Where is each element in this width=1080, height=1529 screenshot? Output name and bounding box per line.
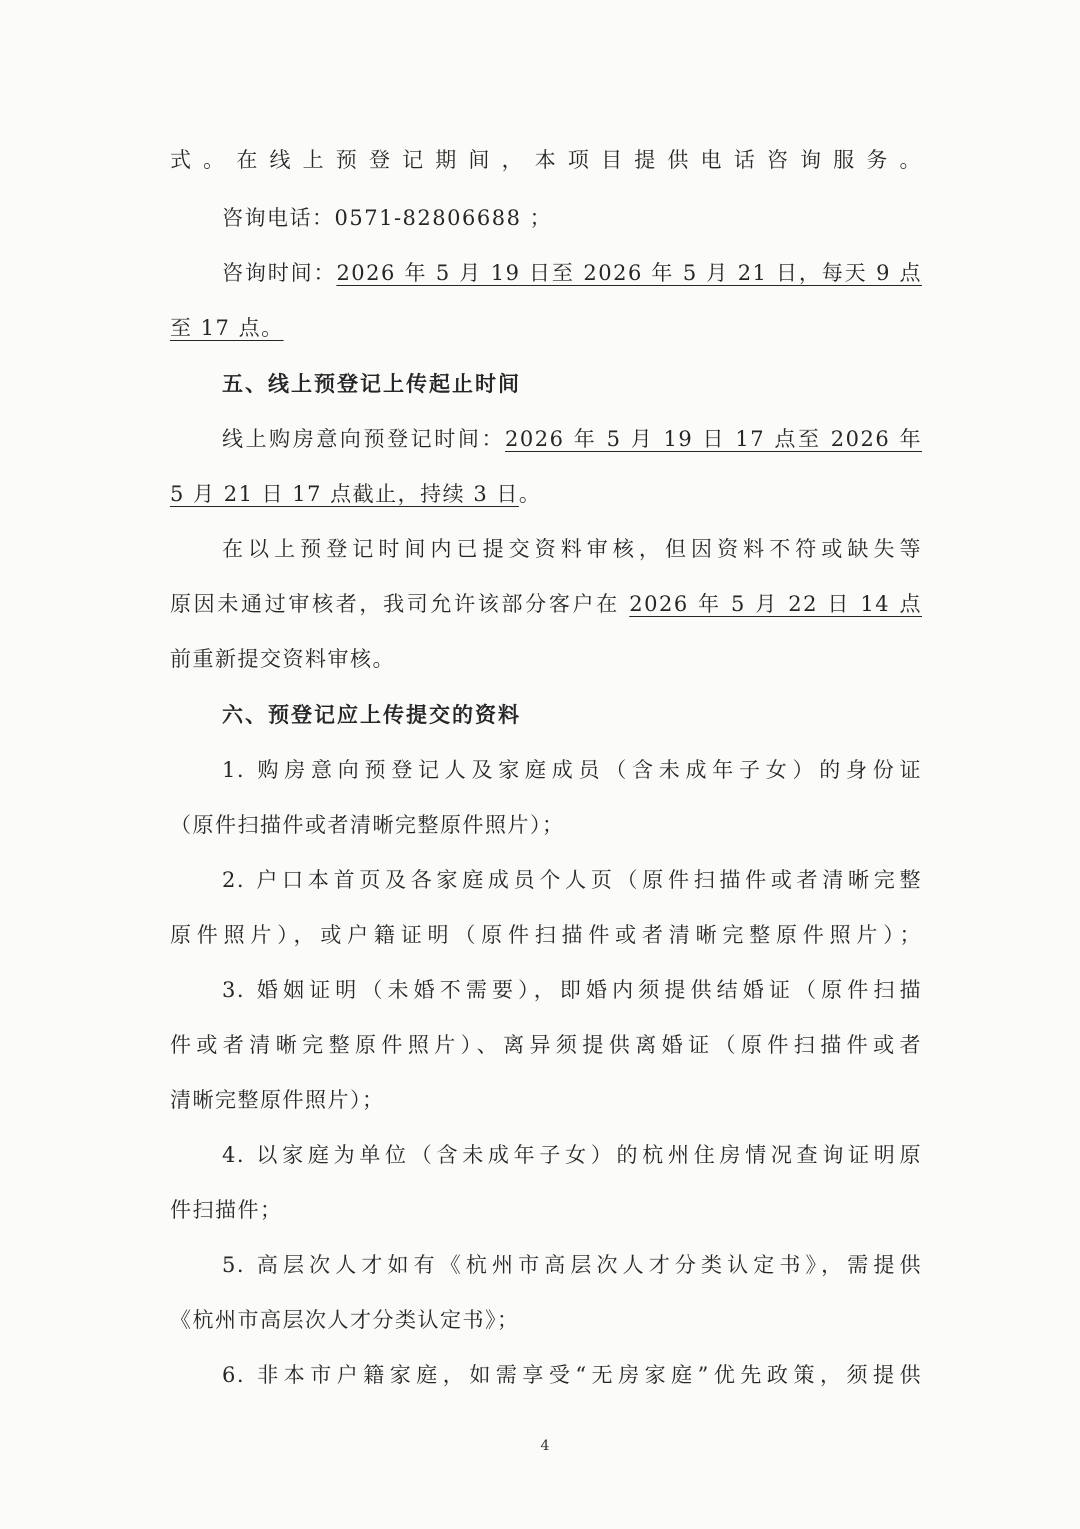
list-item-4: 4. 以家庭为单位（含未成年子女）的杭州住房情况查询证明原 [222, 1143, 922, 1167]
section-heading-6: 六、预登记应上传提交的资料 [222, 703, 521, 727]
section-heading-5: 五、线上预登记上传起止时间 [222, 372, 521, 396]
paragraph-line: 《杭州市高层次人才分类认定书》； [170, 1308, 520, 1332]
paragraph-line [170, 313, 284, 343]
underlined-text: 2026 年 5 月 19 日至 2026 年 5 月 21 日，每天 9 点 [336, 261, 922, 285]
paragraph-line: 在以上预登记时间内已提交资料审核，但因资料不符或缺失等 [222, 537, 922, 561]
underlined-text: 5 月 21 日 17 点截止，持续 3 日 [170, 482, 519, 506]
list-item-3: 3. 婚姻证明（未婚不需要），即婚内须提供结婚证（原件扫描 [222, 978, 922, 1002]
list-item-6: 6. 非本市户籍家庭，如需享受“无房家庭”优先政策，须提供 [222, 1363, 922, 1387]
paragraph-line: 件扫描件； [170, 1198, 283, 1222]
paragraph-line: （原件扫描件或者清晰完整原件照片）； [170, 813, 565, 837]
paragraph-line: 5 月 21 日 17 点截止，持续 3 日。 [170, 482, 542, 506]
underlined-text: 2026 年 5 月 22 日 14 点 [629, 592, 922, 616]
paragraph-line: 前重新提交资料审核。 [170, 647, 395, 671]
underlined-text: 2026 年 5 月 19 日 17 点至 2026 年 [505, 427, 922, 451]
list-item-1: 1. 购房意向预登记人及家庭成员（含未成年子女）的身份证 [222, 758, 922, 782]
list-item-5: 5. 高层次人才如有《杭州市高层次人才分类认定书》，需提供 [222, 1253, 922, 1277]
underlined-text: 至 17 点。 [170, 316, 284, 340]
paragraph-line: 清晰完整原件照片）； [170, 1088, 385, 1112]
registration-time-line: 线上购房意向预登记时间：2026 年 5 月 19 日 17 点至 2026 年 [222, 427, 922, 451]
page-number: 4 [540, 1438, 550, 1454]
paragraph-line: 原因未通过审核者，我司允许该部分客户在 2026 年 5 月 22 日 14 点 [170, 592, 922, 616]
consult-time-line: 咨询时间：2026 年 5 月 19 日至 2026 年 5 月 21 日，每天 9 点 [222, 261, 922, 285]
consult-phone-line: 咨询电话：0571-82806688 ； [222, 206, 553, 230]
list-item-2: 2. 户口本首页及各家庭成员个人页（原件扫描件或者清晰完整 [222, 868, 922, 892]
paragraph-line: 件或者清晰完整原件照片）、离异须提供离婚证（原件扫描件或者 [170, 1033, 922, 1057]
paragraph-line: 原件照片），或户籍证明（原件扫描件或者清晰完整原件照片）； [170, 923, 922, 947]
paragraph-line: 式。在线上预登记期间，本项目提供电话咨询服务。 [170, 148, 922, 172]
